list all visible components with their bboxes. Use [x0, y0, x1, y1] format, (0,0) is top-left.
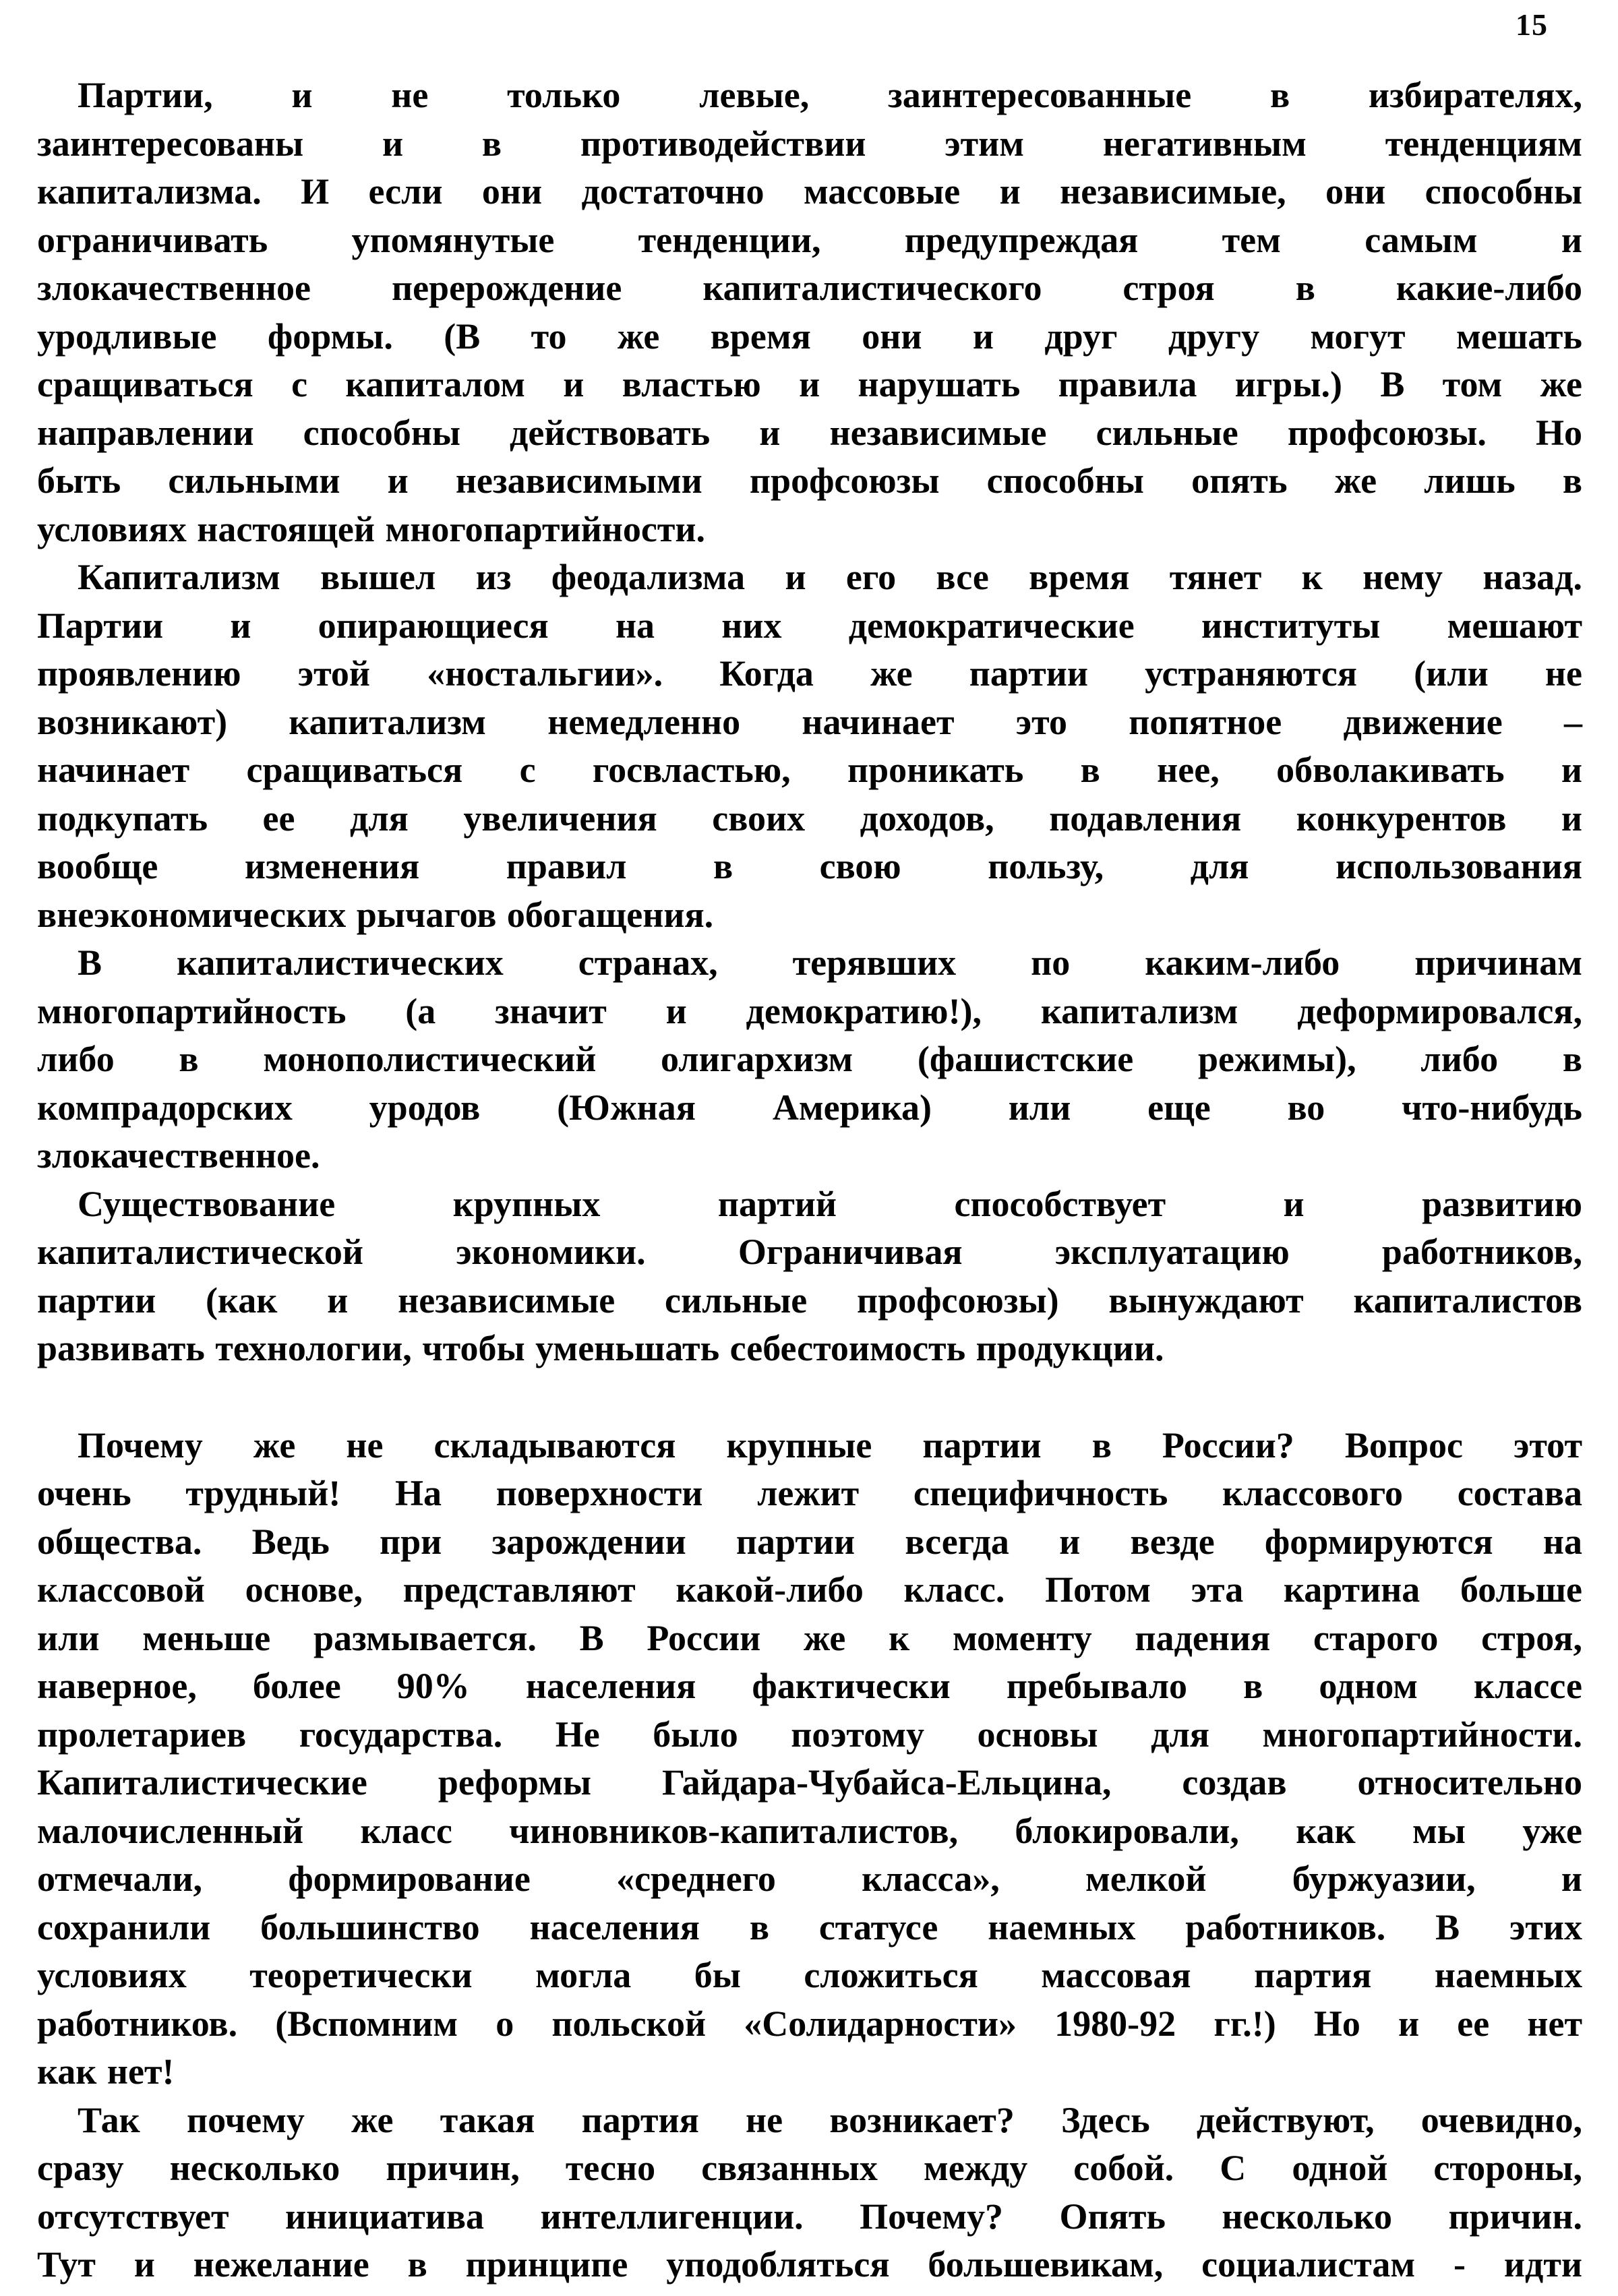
text-line: развивать технологии, чтобы уменьшать себестоимость продукции.: [37, 1328, 1164, 1368]
text-line: Капиталистические реформы Гайдара-Чубайса-Ельцина, создав относительно: [37, 1762, 1582, 1803]
text-line: отмечали, формирование «среднего класса», мелкой буржуазии, и: [37, 1859, 1582, 1899]
text-line: уродливые формы. (В то же время они и друг другу могут мешать: [37, 315, 1582, 357]
text-line: Существование крупных партий способствует и развитию: [78, 1183, 1582, 1224]
text-line: Тут и нежелание в принципе уподобляться большевикам, социалистам - идти: [37, 2244, 1582, 2285]
text-line: партии (как и независимые сильные профсоюзы) вынуждают капиталистов: [37, 1279, 1582, 1321]
text-line: направлении способны действовать и независимые сильные профсоюзы. Но: [37, 412, 1582, 453]
text-line: пролетариев государства. Не было поэтому основы для многопартийности.: [37, 1714, 1582, 1755]
text-line: начинает сращиваться с госвластью, проникать в нее, обволакивать и: [37, 750, 1582, 790]
text-line: общества. Ведь при зарождении партии всегда и везде формируются на: [37, 1521, 1582, 1562]
text-line: ограничивать упомянутые тенденции, предупреждая тем самым и: [37, 219, 1582, 260]
paragraph: [37, 553, 1582, 939]
text-line: заинтересованы и в противодействии этим негативным тенденциям: [37, 123, 1582, 164]
text-line: сразу несколько причин, тесно связанных между собой. С одной стороны,: [37, 2148, 1582, 2188]
document-text: [37, 71, 1582, 2289]
text-line: возникают) капитализм немедленно начинает это попятное движение –: [37, 701, 1582, 742]
text-line: многопартийность (а значит и демократию!), капитализм деформировался,: [37, 990, 1582, 1031]
text-line: работников. (Вспомним о польской «Солидарности» 1980-92 гг.!) Но и ее нет: [37, 2003, 1582, 2044]
text-line: подкупать ее для увеличения своих доходов, подавления конкурентов и: [37, 797, 1582, 839]
paragraph: [37, 71, 1582, 553]
text-line: классовой основе, представляют какой-либо класс. Потом эта картина больше: [37, 1569, 1582, 1610]
text-line: злокачественное перерождение капиталистического строя в какие-либо: [37, 268, 1582, 308]
text-line: проявлению этой «ностальгии». Когда же партии устраняются (или не: [37, 653, 1582, 694]
text-line: Так почему же такая партия не возникает? Здесь действуют, очевидно,: [78, 2099, 1582, 2140]
paragraph: [37, 2096, 1582, 2289]
text-line: быть сильными и независимыми профсоюзы способны опять же лишь в: [37, 460, 1582, 501]
text-line: малочисленный класс чиновников-капиталистов, блокировали, как мы уже: [37, 1810, 1582, 1851]
text-line: В капиталистических странах, терявших по каким-либо причинам: [78, 942, 1582, 983]
paragraph: [37, 939, 1582, 1180]
text-line: наверное, более 90% населения фактически пребывало в одном классе: [37, 1666, 1582, 1706]
text-line: сохранили большинство населения в статусе наемных работников. В этих: [37, 1906, 1582, 1947]
text-line: условиях настоящей многопартийности.: [37, 508, 705, 549]
text-line: Почему же не складываются крупные партии в России? Вопрос этот: [78, 1424, 1582, 1466]
text-line: условиях теоретически могла бы сложиться массовая партия наемных: [37, 1955, 1582, 1995]
paragraph: [37, 1180, 1582, 1373]
text-line: Капитализм вышел из феодализма и его все время тянет к нему назад.: [78, 557, 1582, 597]
text-line: компрадорских уродов (Южная Америка) или еще во что-нибудь: [37, 1087, 1582, 1128]
paragraph: [37, 1422, 1582, 2096]
page-number: 15: [1516, 7, 1548, 42]
text-line: Партии, и не только левые, заинтересованные в избирателях,: [78, 75, 1582, 115]
text-line: капиталистической экономики. Ограничивая эксплуатацию работников,: [37, 1232, 1582, 1272]
text-line: Партии и опирающиеся на них демократические институты мешают: [37, 605, 1582, 646]
text-line: или меньше размывается. В России же к моменту падения старого строя,: [37, 1617, 1582, 1658]
text-line: злокачественное.: [37, 1135, 320, 1176]
text-line: сращиваться с капиталом и властью и нарушать правила игры.) В том же: [37, 364, 1582, 404]
text-line: как нет!: [37, 2051, 175, 2092]
text-line: вообще изменения правил в свою пользу, для использования: [37, 846, 1582, 886]
text-line: внеэкономических рычагов обогащения.: [37, 894, 714, 935]
text-line: капитализма. И если они достаточно массовые и независимые, они способны: [37, 171, 1582, 212]
text-line: отсутствует инициатива интеллигенции. Почему? Опять несколько причин.: [37, 2196, 1582, 2237]
text-line: очень трудный! На поверхности лежит специфичность классового состава: [37, 1473, 1582, 1513]
text-line: либо в монополистический олигархизм (фашистские режимы), либо в: [37, 1039, 1582, 1079]
